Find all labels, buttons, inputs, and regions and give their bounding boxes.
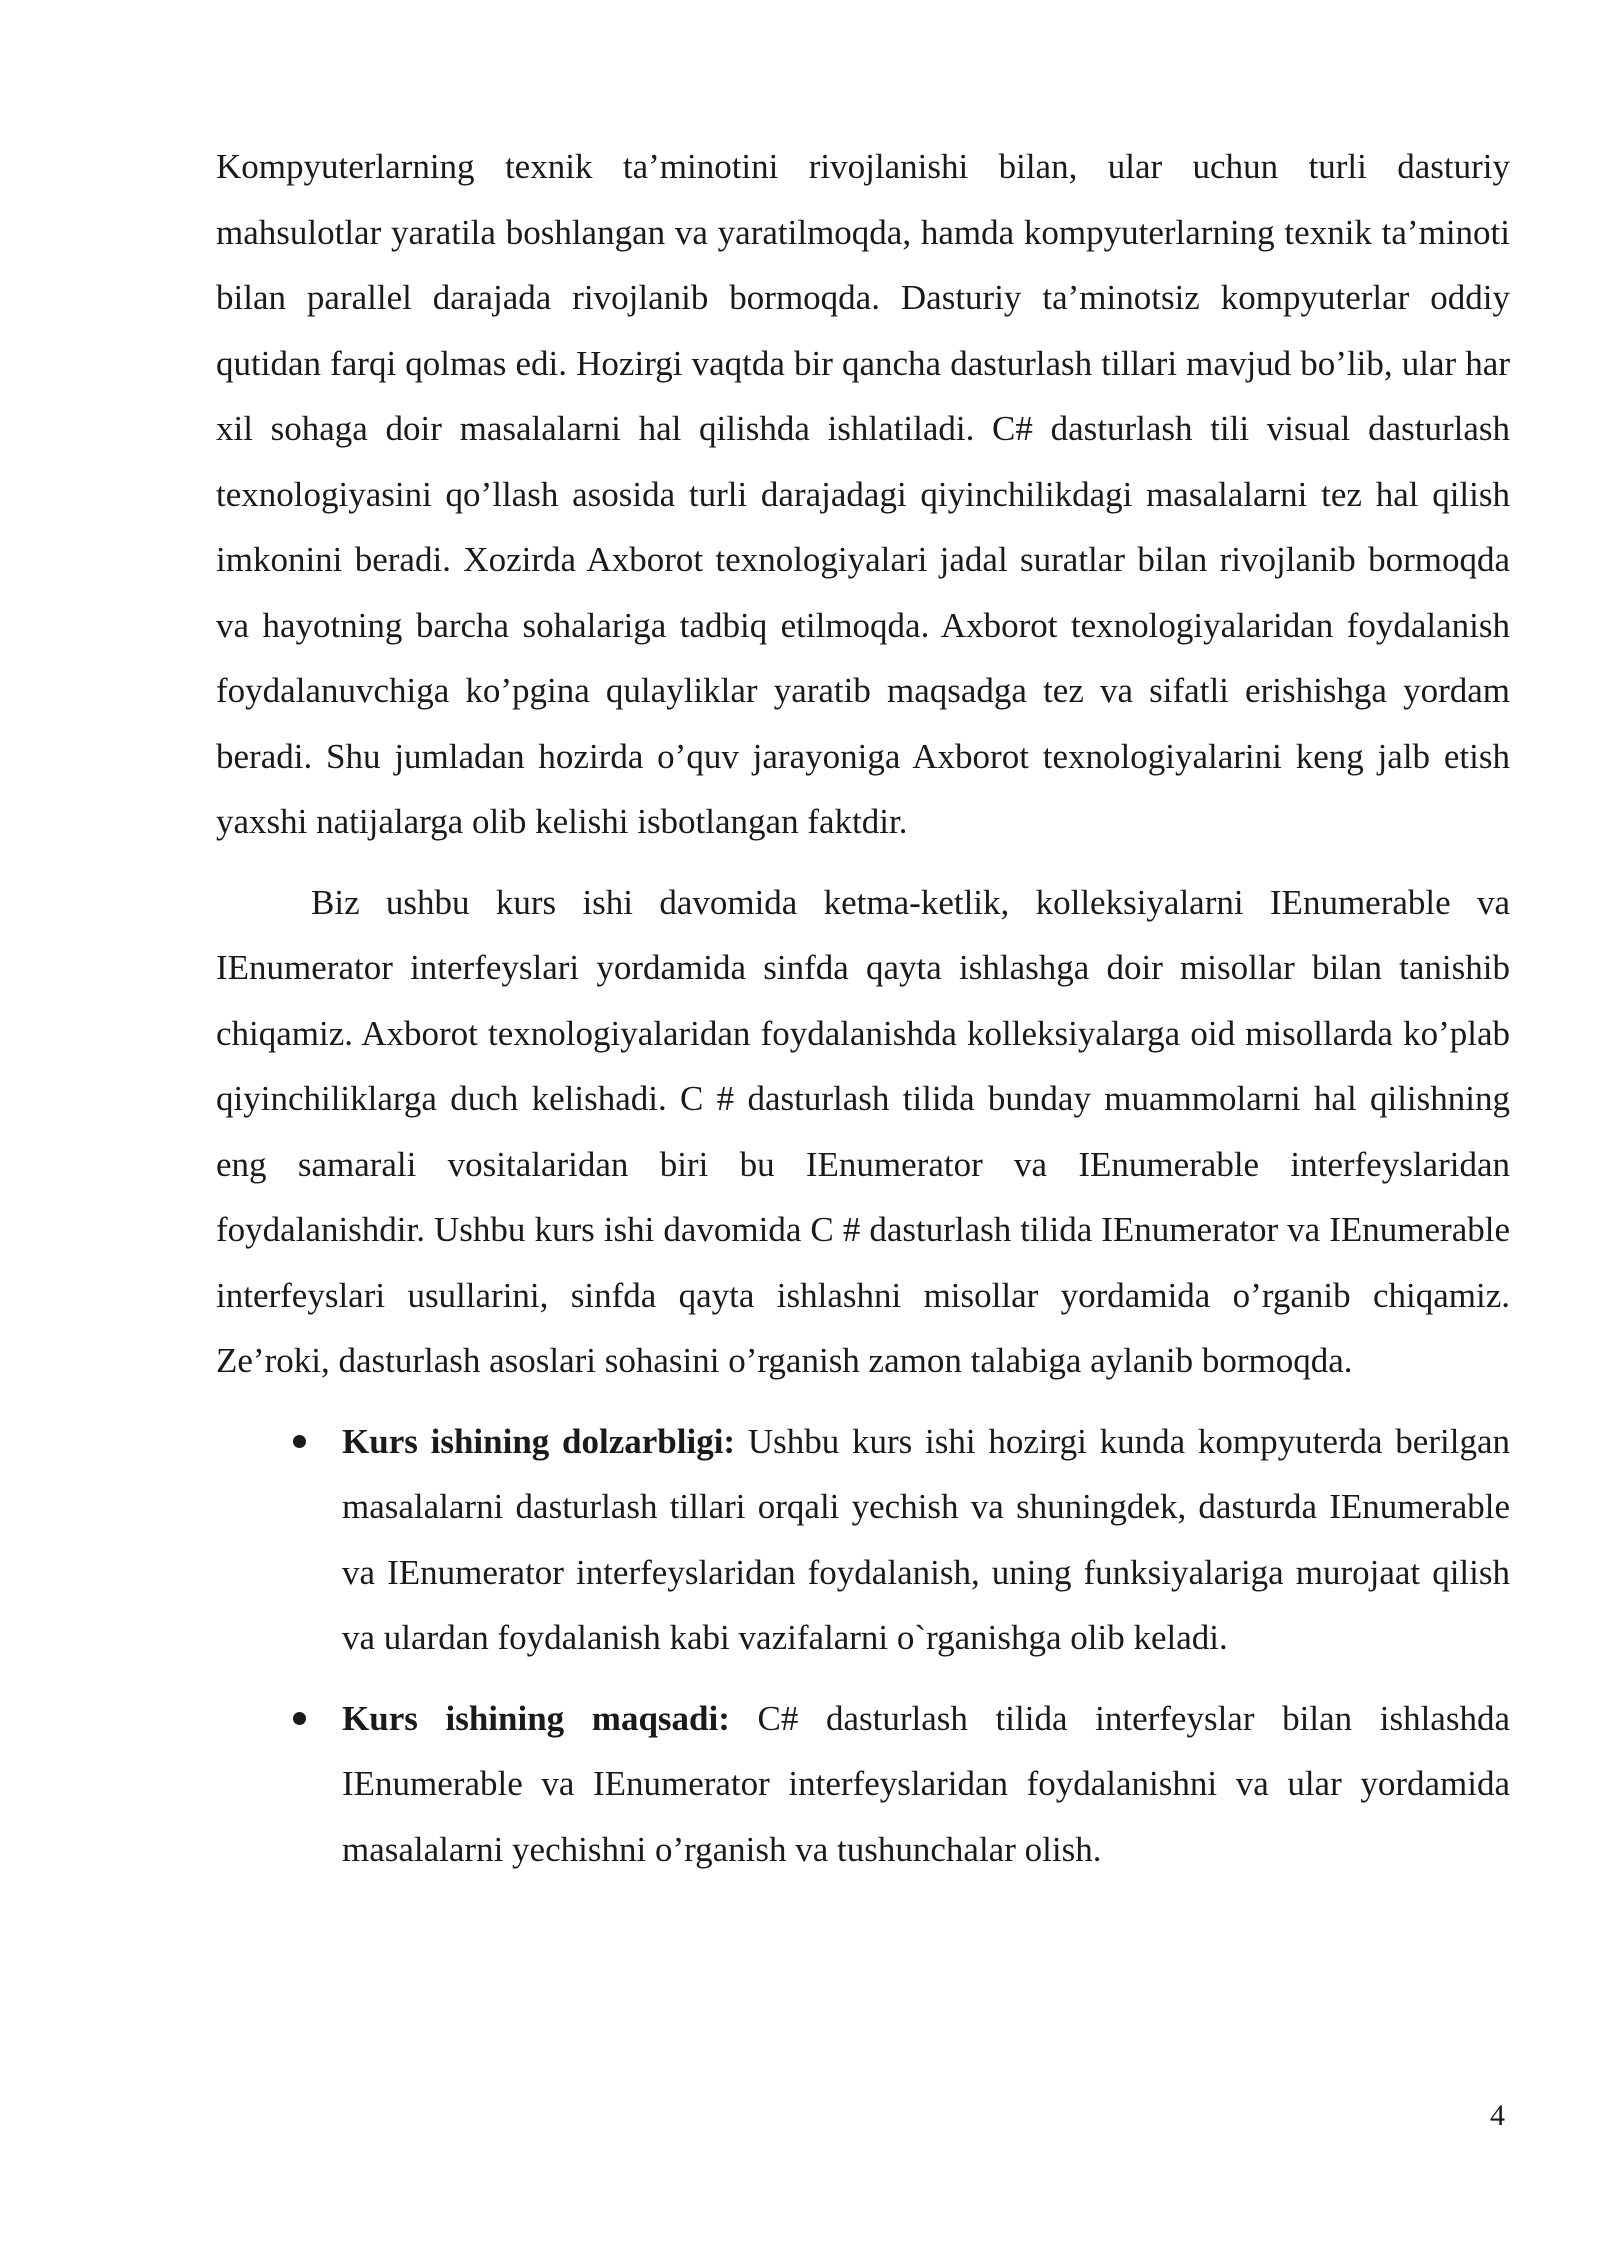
document-page [216,134,1510,1882]
bullet-term: Kurs ishining dolzarbligi: [342,1421,736,1461]
bullet-list [216,1409,1510,1883]
bullet-item-relevance [216,1409,1510,1671]
bullet-text: Ushbu kurs ishi hozirgi kunda kompyuterda berilgan masalalarni dasturlash tillari orqali yechish va shuningdek, dasturda IEnumerable va IEnumerator interfeyslaridan foydalanish, uning funksiyalariga murojaat qilish va ulardan foydalanish kabi vazifalarni o`rganishga olib keladi. [342,1421,1510,1657]
bullet-dot-icon [293,1435,306,1448]
bullet-dot-icon [293,1712,306,1725]
body-paragraph-course-overview: Biz ushbu kurs ishi davomida ketma-ketlik, kolleksiyalarni IEnumerable va IEnumerator interfeyslari yordamida sinfda qayta ishlashga doir misollar bilan tanishib chiqamiz. Axborot texnologiyalaridan foydalanishda kolleksiyalarga oid misollarda ko’plab qiyinchiliklarga duch kelishadi. C # dasturlash tilida bunday muammolarni hal qilishning eng samarali vositalaridan biri bu IEnumerator va IEnumerable interfeyslaridan foydalanishdir. Ushbu kurs ishi davomida C # dasturlash tilida IEnumerator va IEnumerable interfeyslari usullarini, sinfda qayta ishlashni misollar yordamida o’rganib chiqamiz. Ze’roki, dasturlash asoslari sohasini o’rganish zamon talabiga aylanib bormoqda. [216,882,1510,1380]
bullet-term: Kurs ishining maqsadi: [342,1698,730,1738]
page-number: 4 [1490,2099,1505,2132]
bullet-item-goal [216,1686,1510,1883]
bullet-text: C# dasturlash tilida interfeyslar bilan ishlashda IEnumerable va IEnumerator interfeyslaridan foydalanishni va ular yordamida masalalarni yechishni o’rganish va tushunchalar olish. [342,1698,1510,1869]
body-paragraph-intro: Kompyuterlarning texnik ta’minotini rivojlanishi bilan, ular uchun turli dasturiy mahsulotlar yaratila boshlangan va yaratilmoqda, hamda kompyuterlarning texnik ta’minoti bilan parallel darajada rivojlanib bormoqda. Dasturiy ta’minotsiz kompyuterlar oddiy qutidan farqi qolmas edi. Hozirgi vaqtda bir qancha dasturlash tillari mavjud bo’lib, ular har xil sohaga doir masalalarni hal qilishda ishlatiladi. C# dasturlash tili visual dasturlash texnologiyasini qo’llash asosida turli darajadagi qiyinchilikdagi masalalarni tez hal qilish imkonini beradi. Xozirda Axborot texnologiyalari jadal suratlar bilan rivojlanib bormoqda va hayotning barcha sohalariga tadbiq etilmoqda. Axborot texnologiyalaridan foydalanish foydalanuvchiga ko’pgina qulayliklar yaratib maqsadga tez va sifatli erishishga yordam beradi. Shu jumladan hozirda o’quv jarayoniga Axborot texnologiyalarini keng jalb etish yaxshi natijalarga olib kelishi isbotlangan faktdir. [216,147,1510,841]
